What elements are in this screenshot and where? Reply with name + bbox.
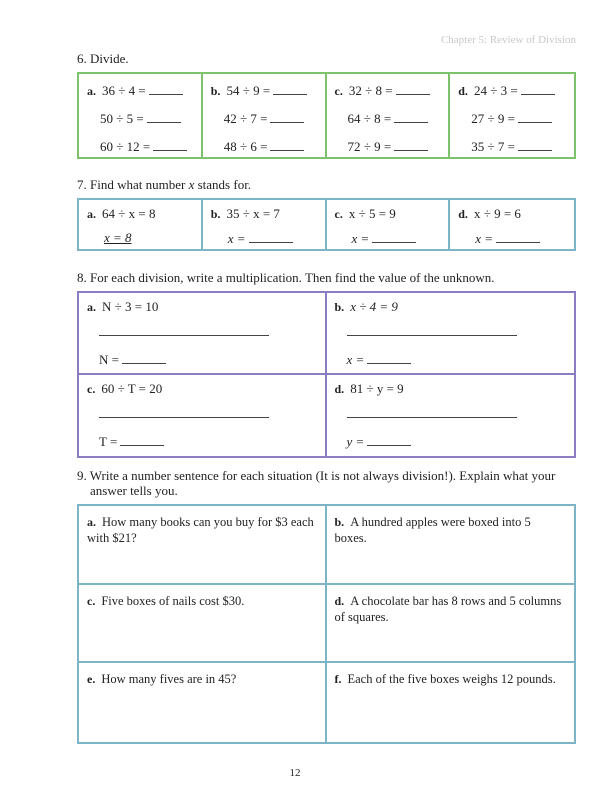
q7-answer: x = [475,231,494,246]
q7-answer: x = [351,231,370,246]
q7-label: a. [87,207,96,221]
q9-cell-e[interactable] [79,663,327,742]
q9-title [77,468,555,498]
multiplication-line[interactable] [347,417,517,418]
answer-blank[interactable] [149,82,183,95]
q6-cell-d [450,74,574,157]
q9-situation: Five boxes of nails cost $30. [101,593,245,608]
q7-title-post: stands for. [194,177,252,192]
q8-equation: x ÷ 4 = 9 [350,299,398,314]
q8-label: b. [334,300,345,314]
q9-label: e. [87,672,96,687]
q8-cell-b [327,293,575,375]
answer-blank[interactable] [518,138,552,151]
q9-cell-b[interactable] [327,506,575,585]
q6-problem: 54 ÷ 9 = [226,83,271,98]
q9-title-line1: 9. Write a number sentence for each situation (It is not always division!). Explain what your [77,468,556,483]
page-number: 12 [289,767,301,779]
q7-label: d. [458,207,468,221]
q6-label: c. [334,84,343,98]
q8-equation: N ÷ 3 = 10 [102,299,159,314]
q6-label: a. [87,84,96,98]
q6-box [77,72,576,159]
answer-blank[interactable] [521,82,555,95]
q8-box [77,291,576,458]
answer-blank[interactable] [120,433,164,446]
q9-label: c. [87,593,96,608]
answer-blank[interactable] [367,351,411,364]
multiplication-line[interactable] [347,335,517,336]
q8-answer: y = [346,433,365,449]
q7-cell-c [327,200,451,249]
q8-cell-c [79,375,327,457]
q7-equation: 64 ÷ x = 8 [102,206,156,221]
q9-title-line2: answer tells you. [90,483,178,498]
answer-blank[interactable] [273,82,307,95]
q9-cell-d[interactable] [327,585,575,664]
multiplication-line[interactable] [99,417,269,418]
q8-cell-a [79,293,327,375]
q9-label: a. [87,515,96,529]
q6-problem: 35 ÷ 7 = [471,139,515,154]
q7-label: b. [210,207,221,221]
q8-label: d. [334,381,345,396]
answer-blank[interactable] [394,138,428,151]
q9-cell-f[interactable] [327,663,575,742]
q7-title-var: x [188,177,195,192]
answer-blank[interactable] [249,230,293,243]
q9-cell-a[interactable] [79,506,327,585]
q7-cell-a [79,200,203,249]
q8-label: c. [87,381,96,396]
q8-equation: 60 ÷ T = 20 [101,380,163,396]
q6-label: d. [458,84,468,98]
q6-cell-b [203,74,327,157]
multiplication-line[interactable] [99,335,269,336]
q6-problem: 50 ÷ 5 = [100,111,144,126]
q7-answer: x = [227,231,246,246]
answer-blank[interactable] [122,351,166,364]
q7-equation: x ÷ 5 = 9 [348,206,396,221]
q9-situation: A chocolate bar has 8 rows and 5 columns of squares. [334,593,562,624]
q8-label: a. [87,300,96,314]
q9-situation: How many fives are in 45? [101,672,237,687]
answer-blank[interactable] [496,230,540,243]
q8-equation: 81 ÷ y = 9 [350,380,404,396]
q8-answer: N = [99,352,119,367]
answer-blank[interactable] [270,110,304,123]
q6-problem: 60 ÷ 12 = [100,139,151,154]
q9-situation: How many books can you buy for $3 each with $21? [87,515,314,545]
q7-cell-d [450,200,574,249]
q7-answer: x = 8 [104,230,132,245]
q6-label: b. [210,84,221,98]
q7-title-pre: 7. Find what number [77,177,189,192]
q7-cell-b [203,200,327,249]
answer-blank[interactable] [518,110,552,123]
q6-cell-a [79,74,203,157]
q6-problem: 64 ÷ 8 = [347,111,392,126]
q9-situation: Each of the five boxes weighs 12 pounds. [347,672,556,687]
answer-blank[interactable] [396,82,430,95]
q8-title: 8. For each division, write a multiplication. Then find the value of the unknown. [77,270,495,285]
answer-blank[interactable] [270,138,304,151]
q7-label: c. [334,207,343,221]
q6-problem: 48 ÷ 6 = [223,139,268,154]
q8-cell-d [327,375,575,457]
q6-problem: 27 ÷ 9 = [471,111,515,126]
answer-blank[interactable] [394,110,428,123]
q9-situation: A hundred apples were boxed into 5 boxes. [334,515,531,545]
answer-blank[interactable] [367,433,411,446]
q7-title [77,177,251,193]
q7-equation: 35 ÷ x = 7 [226,206,280,221]
chapter-header: Chapter 5: Review of Division [440,34,576,46]
q7-box [77,198,576,251]
q6-title: 6. Divide. [77,51,129,66]
q6-problem: 42 ÷ 7 = [223,111,268,126]
q7-equation: x ÷ 9 = 6 [473,206,521,221]
q6-cell-c [327,74,451,157]
q9-box [77,504,576,744]
q6-problem: 72 ÷ 9 = [347,139,392,154]
q6-problem: 32 ÷ 8 = [348,83,393,98]
q9-label: b. [334,515,345,529]
answer-blank[interactable] [147,110,181,123]
q9-label: f. [334,672,342,687]
q9-label: d. [334,593,345,608]
answer-blank[interactable] [372,230,416,243]
q8-answer: x = [346,352,365,367]
q6-problem: 36 ÷ 4 = [102,83,146,98]
answer-blank[interactable] [153,138,187,151]
q8-answer: T = [99,433,118,449]
q9-cell-c[interactable] [79,585,327,664]
q6-problem: 24 ÷ 3 = [473,83,518,98]
